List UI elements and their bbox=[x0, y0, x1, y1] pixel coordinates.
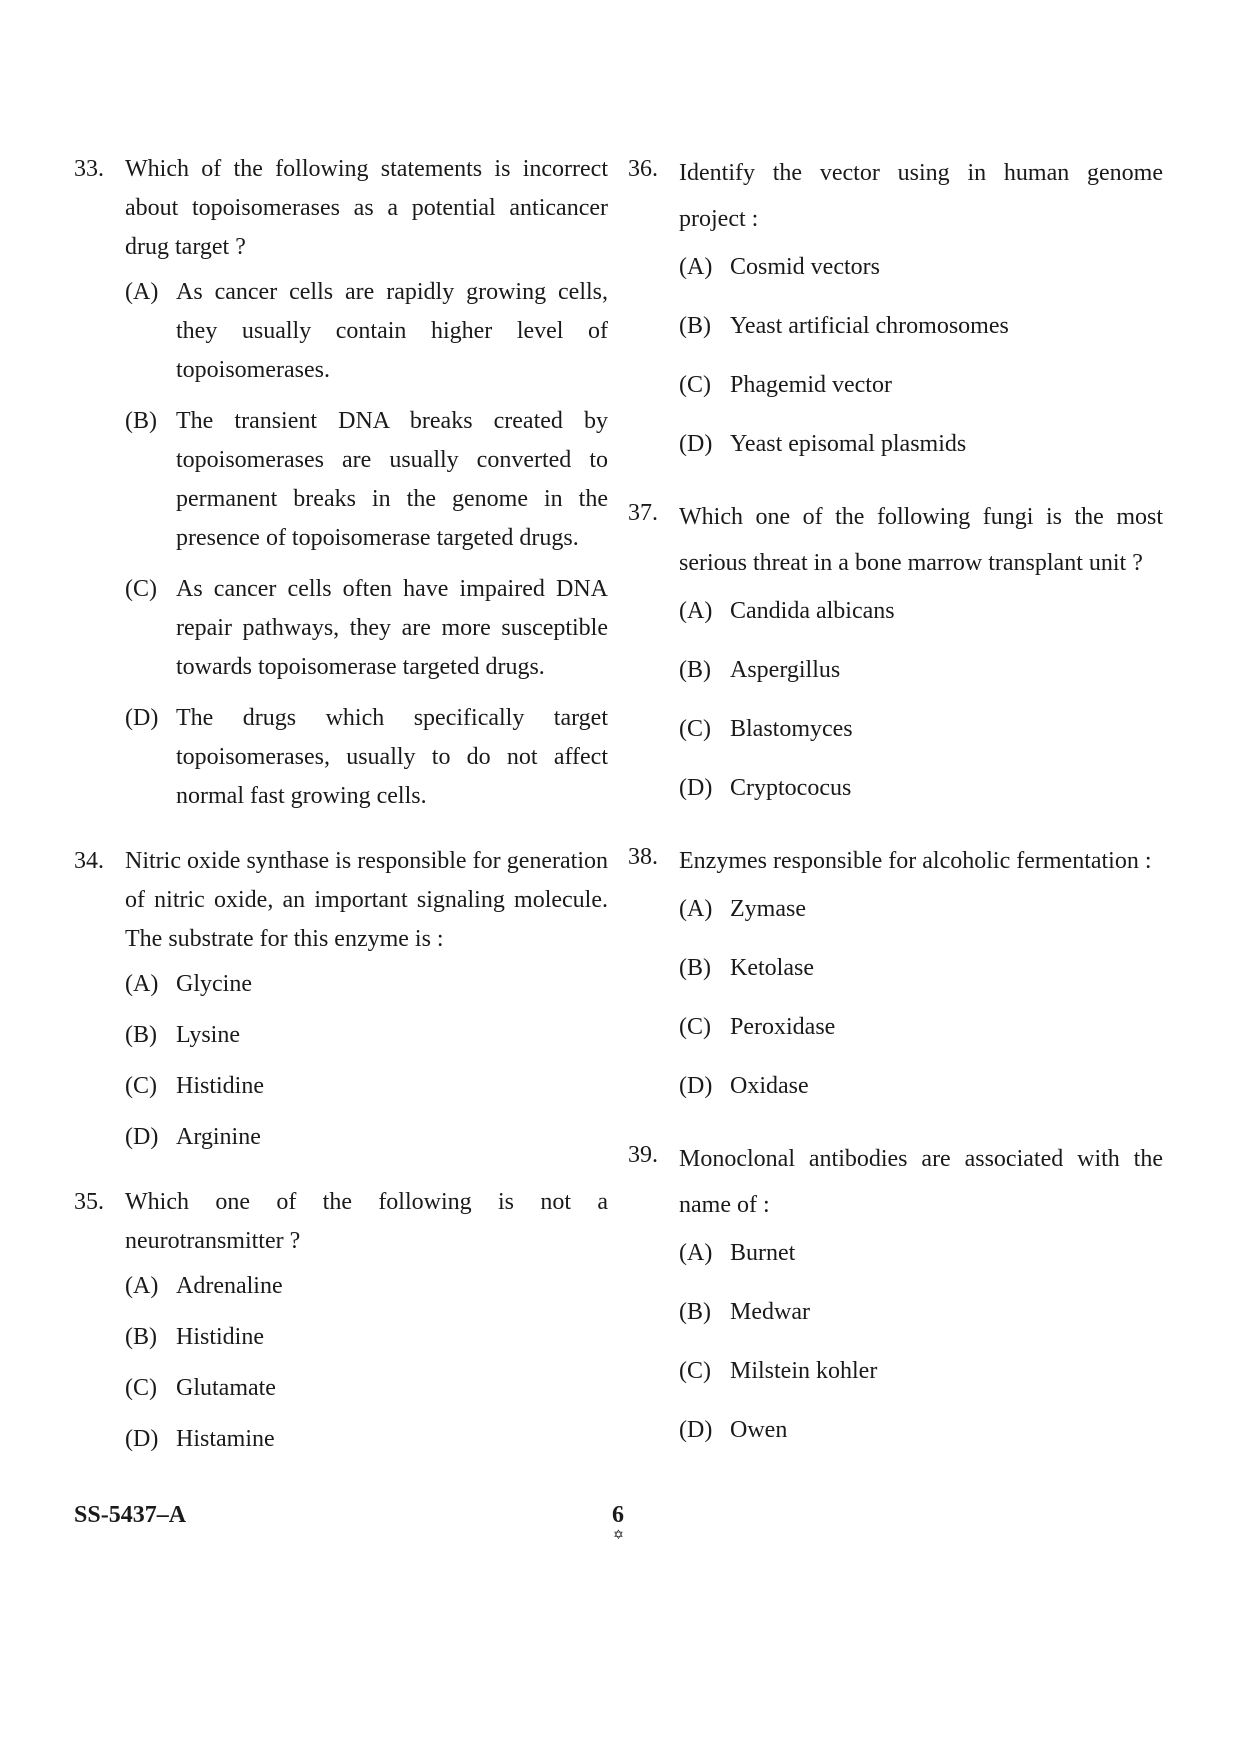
option-text: As cancer cells often have impaired DNA repair pathways, they are more susceptible towards topoisomerase targeted drugs. bbox=[176, 576, 608, 680]
question-stem: Which one of the following is not a neurotransmitter ? bbox=[125, 1189, 608, 1254]
option-text: Arginine bbox=[176, 1124, 261, 1150]
left-column bbox=[74, 150, 608, 1485]
option-c[interactable] bbox=[125, 1369, 608, 1408]
option-label: (A) bbox=[125, 1273, 159, 1299]
option-label: (B) bbox=[125, 1022, 157, 1048]
option-label: (B) bbox=[679, 955, 711, 981]
option-b[interactable] bbox=[679, 949, 1163, 988]
option-c[interactable] bbox=[679, 1352, 1163, 1391]
question-number: 36. bbox=[628, 156, 658, 182]
option-text: Phagemid vector bbox=[730, 372, 892, 398]
option-d[interactable] bbox=[679, 769, 1163, 808]
option-label: (D) bbox=[679, 431, 713, 457]
option-b[interactable] bbox=[679, 1293, 1163, 1332]
option-d[interactable] bbox=[679, 1411, 1163, 1450]
question-number: 35. bbox=[74, 1189, 104, 1215]
option-d[interactable] bbox=[125, 1420, 608, 1459]
question-number: 33. bbox=[74, 156, 104, 182]
option-label: (B) bbox=[125, 408, 157, 434]
question-stem: Nitric oxide synthase is responsible for generation of nitric oxide, an important signaling molecule. The substrate for this enzyme is : bbox=[125, 848, 608, 952]
question-number: 34. bbox=[74, 848, 104, 874]
option-label: (C) bbox=[679, 716, 711, 742]
option-label: (C) bbox=[679, 372, 711, 398]
option-label: (A) bbox=[679, 254, 713, 280]
option-b[interactable] bbox=[125, 1318, 608, 1357]
option-text: Cosmid vectors bbox=[730, 254, 880, 280]
question-36 bbox=[628, 150, 1163, 484]
option-text: Peroxidase bbox=[730, 1014, 836, 1040]
option-text: As cancer cells are rapidly growing cells, they usually contain higher level of topoisomerases. bbox=[176, 279, 608, 383]
option-label: (D) bbox=[679, 775, 713, 801]
option-a[interactable] bbox=[125, 1267, 608, 1306]
option-b[interactable] bbox=[679, 307, 1163, 346]
option-label: (A) bbox=[679, 598, 713, 624]
option-d[interactable] bbox=[679, 425, 1163, 464]
option-c[interactable] bbox=[125, 1067, 608, 1106]
option-text: The transient DNA breaks created by topoisomerases are usually converted to permanent breaks in the genome in the presence of topoisomerase targeted drugs. bbox=[176, 408, 608, 551]
option-a[interactable] bbox=[679, 248, 1163, 287]
option-text: Histidine bbox=[176, 1324, 264, 1350]
question-stem: Identify the vector using in human genome project : bbox=[679, 160, 1163, 232]
option-c[interactable] bbox=[679, 710, 1163, 749]
option-text: Yeast artificial chromosomes bbox=[730, 313, 1009, 339]
option-text: Yeast episomal plasmids bbox=[730, 431, 967, 457]
option-text: Oxidase bbox=[730, 1073, 809, 1099]
option-label: (C) bbox=[125, 1073, 157, 1099]
option-text: Medwar bbox=[730, 1299, 810, 1325]
question-34 bbox=[74, 842, 608, 1169]
option-text: Lysine bbox=[176, 1022, 240, 1048]
question-number: 39. bbox=[628, 1142, 658, 1168]
option-c[interactable] bbox=[679, 366, 1163, 405]
question-35 bbox=[74, 1183, 608, 1471]
option-text: Cryptococus bbox=[730, 775, 852, 801]
option-a[interactable] bbox=[125, 273, 608, 390]
option-text: The drugs which specifically target topoisomerases, usually to do not affect normal fast growing cells. bbox=[176, 705, 608, 809]
option-label: (D) bbox=[125, 1124, 159, 1150]
option-text: Ketolase bbox=[730, 955, 814, 981]
question-number: 37. bbox=[628, 500, 658, 526]
option-text: Candida albicans bbox=[730, 598, 895, 624]
option-a[interactable] bbox=[679, 1234, 1163, 1273]
option-d[interactable] bbox=[679, 1067, 1163, 1106]
page-number: 6 bbox=[612, 1502, 624, 1528]
option-text: Glycine bbox=[176, 971, 252, 997]
option-label: (C) bbox=[125, 1375, 157, 1401]
question-39 bbox=[628, 1136, 1163, 1470]
right-column bbox=[628, 150, 1163, 1480]
star-mark-icon: ✡ bbox=[613, 1527, 624, 1542]
option-label: (D) bbox=[125, 1426, 159, 1452]
option-a[interactable] bbox=[679, 592, 1163, 631]
option-label: (A) bbox=[125, 279, 159, 305]
option-text: Histamine bbox=[176, 1426, 275, 1452]
option-label: (A) bbox=[679, 896, 713, 922]
question-stem: Enzymes responsible for alcoholic fermentation : bbox=[679, 848, 1152, 874]
option-label: (C) bbox=[125, 576, 157, 602]
option-text: Aspergillus bbox=[730, 657, 841, 683]
question-stem: Monoclonal antibodies are associated with the name of : bbox=[679, 1146, 1163, 1218]
option-b[interactable] bbox=[125, 402, 608, 558]
option-label: (B) bbox=[125, 1324, 157, 1350]
question-number: 38. bbox=[628, 844, 658, 870]
question-37 bbox=[628, 494, 1163, 828]
option-label: (B) bbox=[679, 1299, 711, 1325]
option-label: (D) bbox=[679, 1417, 713, 1443]
question-33 bbox=[74, 150, 608, 828]
option-label: (D) bbox=[125, 705, 159, 731]
question-stem: Which of the following statements is incorrect about topoisomerases as a potential anticancer drug target ? bbox=[125, 156, 608, 260]
option-text: Adrenaline bbox=[176, 1273, 283, 1299]
option-label: (B) bbox=[679, 657, 711, 683]
option-c[interactable] bbox=[125, 570, 608, 687]
option-d[interactable] bbox=[125, 699, 608, 816]
option-text: Blastomyces bbox=[730, 716, 853, 742]
booklet-code: SS-5437–A bbox=[74, 1502, 187, 1528]
option-a[interactable] bbox=[679, 890, 1163, 929]
option-text: Owen bbox=[730, 1417, 788, 1443]
option-label: (A) bbox=[679, 1240, 713, 1266]
option-label: (B) bbox=[679, 313, 711, 339]
option-label: (C) bbox=[679, 1014, 711, 1040]
option-d[interactable] bbox=[125, 1118, 608, 1157]
option-text: Milstein kohler bbox=[730, 1358, 878, 1384]
option-text: Zymase bbox=[730, 896, 806, 922]
option-label: (A) bbox=[125, 971, 159, 997]
option-text: Glutamate bbox=[176, 1375, 276, 1401]
option-c[interactable] bbox=[679, 1008, 1163, 1047]
question-stem: Which one of the following fungi is the most serious threat in a bone marrow transplant unit ? bbox=[679, 504, 1163, 576]
option-text: Histidine bbox=[176, 1073, 264, 1099]
option-text: Burnet bbox=[730, 1240, 796, 1266]
option-label: (D) bbox=[679, 1073, 713, 1099]
option-b[interactable] bbox=[125, 1016, 608, 1055]
option-label: (C) bbox=[679, 1358, 711, 1384]
option-b[interactable] bbox=[679, 651, 1163, 690]
option-a[interactable] bbox=[125, 965, 608, 1004]
question-38 bbox=[628, 838, 1163, 1126]
